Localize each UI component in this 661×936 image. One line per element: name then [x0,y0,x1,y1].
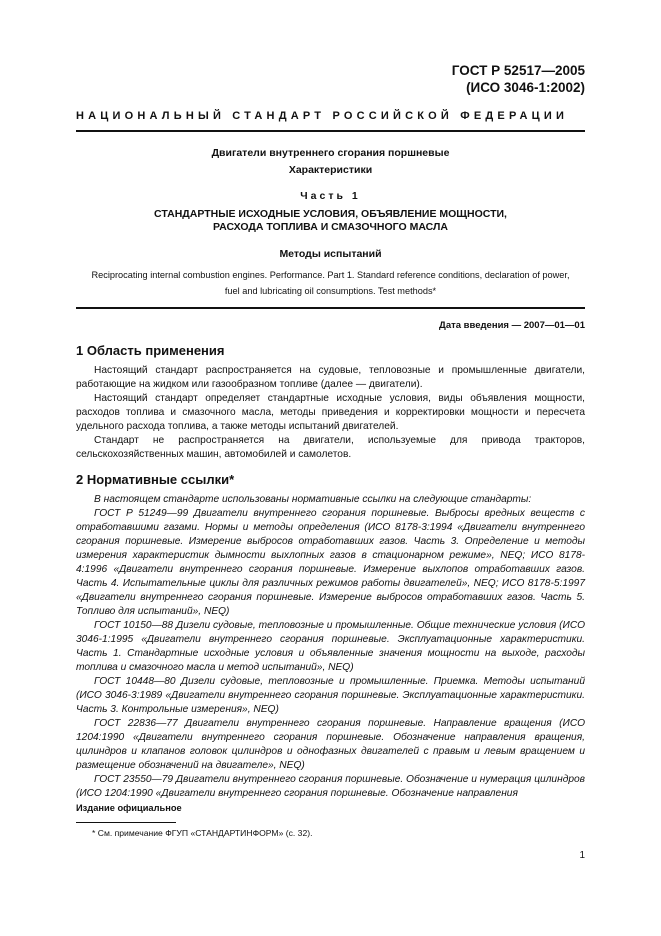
title-line1: Двигатели внутреннего сгорания поршневые [211,147,450,159]
reference-paragraph: ГОСТ 23550—79 Двигатели внутреннего сгорания поршневые. Обозначение и нумерация цилиндров (ИСО 1204:1990 «Двигатели внутреннего сгорания поршневые. Обозначение направления [76,774,585,799]
official-edition-label: Издание официальное [76,803,182,813]
reference-paragraph: ГОСТ 22836—77 Двигатели внутреннего сгорания поршневые. Направление вращения (ИСО 1204:1990 «Двигатели внутреннего сгорания поршневые. Обозначение направления вращения, цилиндров и клапанов головок цилиндров и однофазных двигателей с правым и левым вращением и размещение обозначений на двигателе», NEQ) [76,718,585,771]
section1-heading: 1 Область применения [76,343,225,358]
section1-body [76,364,585,462]
footnote: * См. примечание ФГУП «СТАНДАРТИНФОРМ» (с. 32). [92,828,313,838]
reference-paragraph: В настоящем стандарте использованы нормативные ссылки на следующие стандарты: [94,494,532,505]
main-title-line1: СТАНДАРТНЫЕ ИСХОДНЫЕ УСЛОВИЯ, ОБЪЯВЛЕНИЕ МОЩНОСТИ, [154,208,507,220]
standard-code-block [452,62,585,96]
english-title-line2: fuel and lubricating oil consumptions. Test methods* [224,286,437,296]
national-standard-title: НАЦИОНАЛЬНЫЙ СТАНДАРТ РОССИЙСКОЙ ФЕДЕРАЦИИ [76,110,569,122]
section2-heading: 2 Нормативные ссылки* [76,472,235,487]
title-rule [76,307,585,309]
reference-paragraph: ГОСТ Р 51249—99 Двигатели внутреннего сгорания поршневые. Выбросы вредных веществ с отработавшими газами. Нормы и методы определения (ИСО 8178-3:1994 «Двигатели внутреннего сгорания поршневые. Измерение выбросов отработавших газов. Часть 3. Определение и методы измерения характеристик дымности выхлопных газов в стационарном режиме», NEQ; ИСО 8178-4:1996 «Двигатели внутреннего сгорания поршневые. Измерение выхлопов отработавших газов. Часть 4. Испытательные циклы для различных режимов работы двигателей», NEQ; ИСО 8178-5:1997 «Двигатели внутреннего сгорания поршневые. Измерение выбросов отработавших газов. Часть 5. Топливо для испытаний», NEQ) [76,508,585,617]
introduction-date: Дата введения — 2007—01—01 [439,320,585,331]
title-line2: Характеристики [288,164,373,176]
section1-paragraph: Настоящий стандарт распространяется на судовые, тепловозные и промышленные двигатели, работающие на жидком или газообразном топливе (далее — двигатели). [76,365,585,390]
section2-body [76,493,585,801]
reference-paragraph: ГОСТ 10448—80 Дизели судовые, тепловозные и промышленные. Приемка. Методы испытаний (ИСО 3046-3:1989 «Двигатели внутреннего сгорания поршневые. Эксплуатационные характеристики. Часть 3. Контрольные измерения», NEQ) [76,676,585,715]
section1-paragraph: Стандарт не распространяется на двигатели, используемые для привода тракторов, сельскохозяйственных машин, автомобилей и самолетов. [76,435,585,460]
reference-paragraph: ГОСТ 10150—88 Дизели судовые, тепловозные и промышленные. Общие технические условия (ИСО 3046-1:1995 «Двигатели внутреннего сгорания поршневые. Эксплуатационные характеристики. Часть 1. Стандартные исходные условия и объявленные значения мощности на выходе, расходы топлива и смазочного масла и метод испытаний», NEQ) [76,620,585,673]
english-title-line1: Reciprocating internal combustion engines. Performance. Part 1. Standard reference conditions, declaration of power, [91,270,570,280]
part-label: Часть 1 [300,190,361,202]
section1-paragraph: Настоящий стандарт определяет стандартные исходные условия, виды объявления мощности, расходов топлива и смазочного масла, методы приведения и корректировки мощности и пересчета удельного расхода топлива, а также методы испытаний двигателей. [76,393,585,432]
footnote-rule [76,822,176,823]
standard-code: ГОСТ Р 52517—2005 [451,63,585,78]
methods-title: Методы испытаний [279,248,382,260]
main-title-line2: РАСХОДА ТОПЛИВА И СМАЗОЧНОГО МАСЛА [213,221,448,233]
header-rule [76,130,585,132]
iso-code: (ИСО 3046-1:2002) [466,80,585,95]
page-number: 1 [579,850,585,861]
